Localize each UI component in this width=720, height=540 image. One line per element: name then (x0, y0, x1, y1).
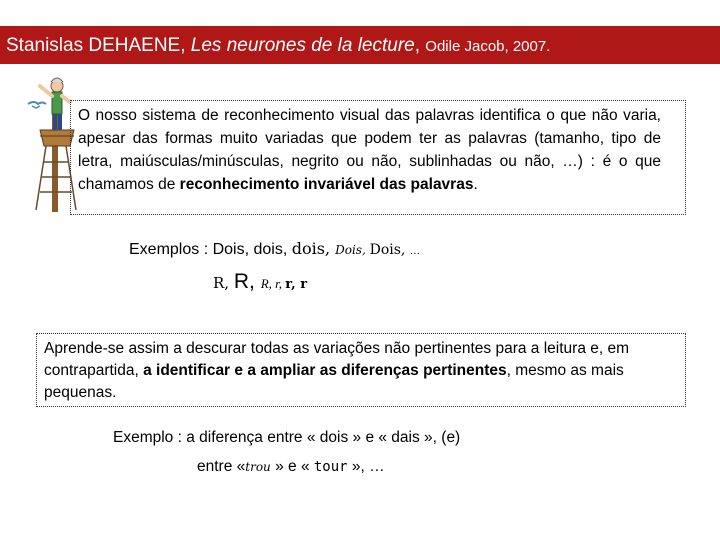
learning-emphasis: a identificar e a ampliar as diferenças pertinentes (143, 362, 507, 379)
example-trou-mid: » e « (270, 458, 314, 475)
example-tour-word: tour (313, 459, 348, 475)
definition-paragraph (78, 104, 661, 196)
title-publisher: Odile Jacob, 2007. (425, 38, 551, 55)
example-ellipsis: … (409, 246, 420, 257)
example-trou-start: entre « (197, 458, 246, 475)
learning-text: Aprende-se assim a descurar todas as variações não pertinentes para a leitura e, em contrapartida, (44, 340, 630, 379)
title-separator: , (414, 35, 426, 56)
examples-line (129, 239, 420, 259)
r-bold: r, r (285, 277, 308, 292)
example-trou-word: trou (245, 460, 271, 474)
definition-text: O nosso sistema de reconhecimento visual das palavras identifica o que não varia, apesar das formas muito variadas que podem ter as palavras (tamanho, tipo de letra, maiúsculas/minúsculas, negrito ou não, sublinhadas ou não, …) : é o que chamamos de (78, 107, 661, 193)
title-book: Les neurones de la lecture (190, 35, 415, 56)
definition-end: . (473, 176, 478, 193)
learning-paragraph (44, 338, 680, 404)
page-title (6, 35, 550, 57)
example-word-decorative: Dois, (369, 242, 410, 258)
r-italic-small: R, r, (260, 276, 286, 291)
example-trou-end: », … (347, 458, 385, 475)
learning-end: , mesmo as mais pequenas. (44, 362, 624, 401)
r-examples-line (213, 270, 307, 294)
example-word-serif: dois, (291, 239, 336, 258)
definition-term: reconhecimento invariável das palavras (179, 176, 474, 193)
r-serif: R, (213, 274, 234, 292)
example-trou-tour (197, 458, 385, 476)
example-word-sans: Dois, dois, (212, 241, 292, 258)
r-sans-large: R, (233, 270, 261, 293)
example-dois-dais: Exemplo : a diferença entre « dois » e « dais », (e) (113, 429, 461, 446)
examples-label: Exemplos : (129, 241, 213, 258)
title-author: Stanislas DEHAENE, (6, 35, 191, 56)
example-word-italic: Dois, (335, 243, 370, 257)
